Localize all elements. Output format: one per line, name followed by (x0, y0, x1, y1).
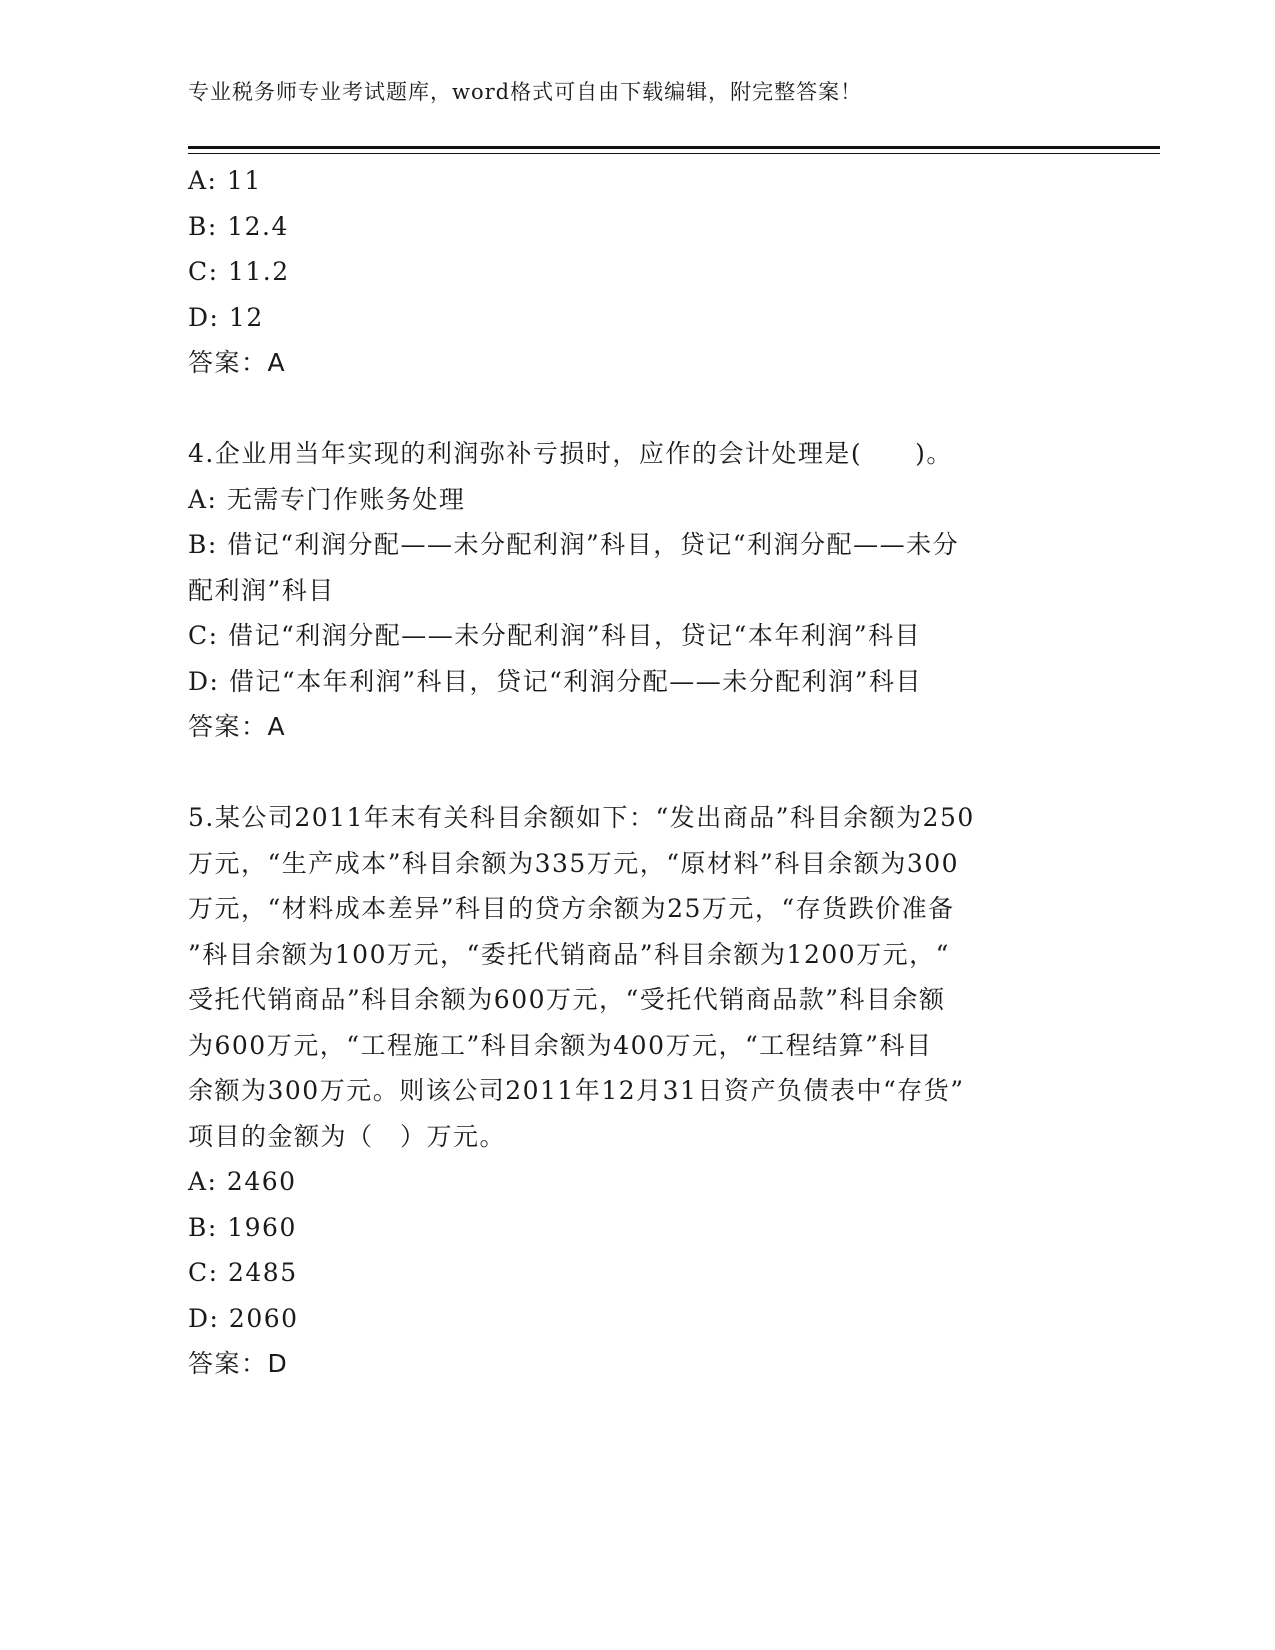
answer-line: 答案：D (188, 1349, 289, 1378)
question-stem-line: 万元，“材料成本差异”科目的贷方余额为25万元，“存货跌价准备 (188, 894, 955, 923)
question-stem-line: 受托代销商品”科目余额为600万元，“受托代销商品款”科目余额 (188, 985, 946, 1014)
document-content (188, 158, 1088, 1387)
question-4 (188, 431, 1088, 750)
option-a: A: 11 (188, 166, 262, 195)
option-b: B: 1960 (188, 1212, 297, 1242)
option-c: C: 2485 (188, 1258, 298, 1287)
question-stem-line: ”科目余额为100万元，“委托代销商品”科目余额为1200万元，“ (188, 939, 950, 969)
option-b-continued: 配利润”科目 (188, 575, 335, 605)
option-a: A: 无需专门作账务处理 (188, 484, 466, 514)
answer-line: 答案：A (188, 712, 287, 741)
header-rule-thin (188, 153, 1160, 154)
question-stem-line: 万元，“生产成本”科目余额为335万元，“原材料”科目余额为300 (188, 848, 960, 878)
header-rule (188, 146, 1160, 149)
spacer (188, 386, 1088, 432)
option-d: D: 借记“本年利润”科目，贷记“利润分配——未分配利润”科目 (188, 666, 923, 696)
header-text: 专业税务师专业考试题库，word格式可自由下载编辑，附完整答案！ (188, 80, 863, 104)
option-d: D: 2060 (188, 1303, 299, 1333)
question-stem-line: 项目的金额为（ ）万元。 (188, 1121, 507, 1151)
question-stem-line: 为600万元，“工程施工”科目余额为400万元，“工程结算”科目 (188, 1030, 933, 1060)
option-b: B: 借记“利润分配——未分配利润”科目，贷记“利润分配——未分 (188, 530, 960, 559)
answer-line: 答案：A (188, 348, 287, 377)
question-stem-line: 余额为300万元。则该公司2011年12月31日资产负债表中“存货” (188, 1076, 965, 1105)
option-c: C: 借记“利润分配——未分配利润”科目，贷记“本年利润”科目 (188, 621, 922, 650)
option-b: B: 12.4 (188, 211, 289, 241)
spacer (188, 750, 1088, 796)
option-d: D: 12 (188, 302, 264, 332)
question-stem: 4.企业用当年实现的利润弥补亏损时，应作的会计处理是( )。 (188, 439, 953, 468)
question-5 (188, 795, 1088, 1387)
option-c: C: 11.2 (188, 257, 290, 286)
question-3 (188, 158, 1088, 386)
option-a: A: 2460 (188, 1167, 297, 1196)
question-stem-line: 5.某公司2011年末有关科目余额如下：“发出商品”科目余额为250 (188, 803, 975, 832)
